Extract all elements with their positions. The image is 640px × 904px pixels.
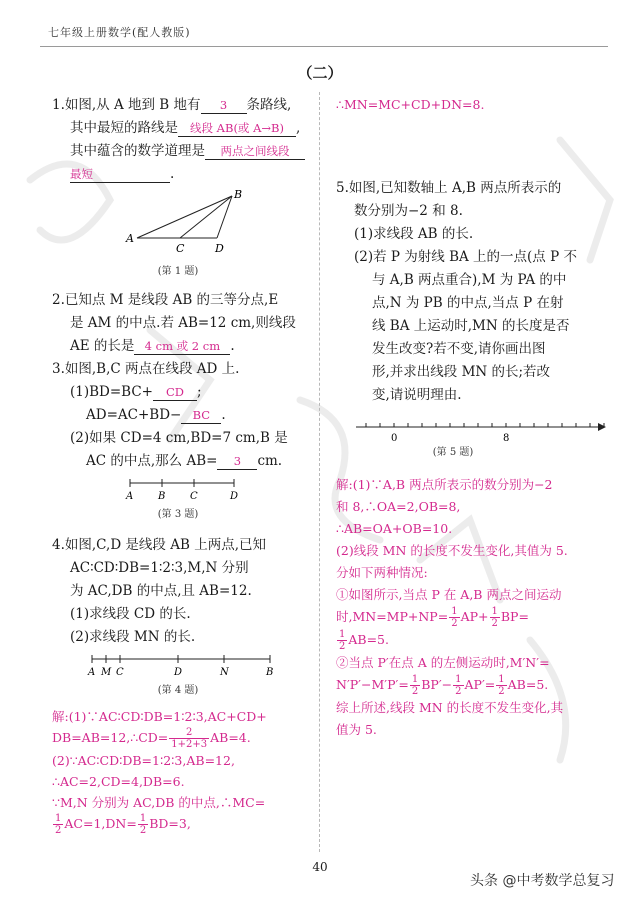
frac-denominator: 2 bbox=[451, 618, 458, 629]
q3-label-a: A bbox=[126, 491, 134, 502]
q4-label-a: A bbox=[88, 667, 96, 678]
q1-text-2: 其中最短的路线是 bbox=[70, 120, 178, 136]
column-divider bbox=[319, 92, 320, 852]
q4-sol-text: AB=4. bbox=[210, 730, 251, 745]
q4-label-n: N bbox=[220, 667, 229, 678]
q5-caption: (第 5 题) bbox=[432, 447, 474, 458]
q5-sol-line bbox=[336, 629, 610, 652]
q5-sol-text: AB=5. bbox=[507, 677, 549, 692]
q1-answer-3a: 两点之间线段 bbox=[205, 143, 305, 160]
q4-text-3: 为 AC,DB 的中点,且 AB=12. bbox=[70, 583, 252, 599]
q3-answer-2: BC bbox=[181, 407, 221, 424]
q3-part1b-end: . bbox=[221, 407, 226, 423]
question-2 bbox=[52, 289, 314, 358]
q3-caption: (第 3 题) bbox=[157, 509, 199, 520]
q5-part2-line: 发生改变?若不变,请你画出图 bbox=[372, 341, 546, 357]
frac-numerator: 1 bbox=[491, 606, 498, 617]
q5-sol-line: 解:(1)∵A,B 两点所表示的数分别为−2 bbox=[336, 477, 553, 492]
q4-label-c: C bbox=[116, 667, 124, 678]
q5-sol-line bbox=[336, 606, 610, 629]
q5-part2-line: 线 BA 上运动时,MN 的长度是否 bbox=[372, 318, 570, 334]
q1-figure bbox=[52, 186, 314, 260]
q5-axis-eight: 8 bbox=[503, 433, 510, 441]
q5-sol-line: ①如图所示,当点 P 在 A,B 两点之间运动 bbox=[336, 587, 562, 602]
frac-denominator: 2 bbox=[491, 618, 498, 629]
q5-sol-line: 值为 5. bbox=[336, 722, 377, 737]
q3-answer-3: 3 bbox=[217, 453, 257, 470]
source-watermark: 头条 @中考数学总复习 bbox=[470, 873, 615, 889]
q4-figure bbox=[52, 649, 314, 679]
q2-text-2: 是 AM 的中点.若 AB=12 cm,则线段 bbox=[70, 315, 296, 331]
q5-part2-line: 变,请说明理由. bbox=[372, 387, 462, 403]
frac-numerator: 1 bbox=[451, 606, 458, 617]
q4-part2: (2)求线段 MN 的长. bbox=[70, 629, 196, 645]
q3-part2: (2)如果 CD=4 cm,BD=7 cm,B 是 bbox=[70, 430, 288, 446]
right-column bbox=[336, 94, 610, 741]
q3-label-c: C bbox=[190, 491, 198, 502]
q5-number-line bbox=[336, 411, 610, 441]
q4-label-b: B bbox=[266, 667, 274, 678]
q3-text-1: 如图,B,C 两点在线段 AD 上. bbox=[64, 361, 240, 377]
question-3 bbox=[52, 358, 314, 526]
q3-label-b: B bbox=[158, 491, 166, 502]
q1-label-c: C bbox=[176, 242, 185, 255]
q5-sol-line: 综上所述,线段 MN 的长度不发生变化,其 bbox=[336, 700, 564, 715]
frac-numerator: 1 bbox=[339, 629, 346, 640]
section-title: （二） bbox=[297, 64, 343, 82]
q5-text-1: 如图,已知数轴上 A,B 两点所表示的 bbox=[348, 180, 562, 196]
q5-sol-text: N′P′−M′P′= bbox=[336, 677, 409, 692]
q5-part2: (2)若 P 为射线 BA 上的一点(点 P 不 bbox=[354, 249, 577, 265]
frac-numerator: 1 bbox=[55, 813, 62, 824]
q5-solution bbox=[336, 474, 610, 741]
q5-part1: (1)求线段 AB 的长. bbox=[354, 226, 474, 242]
frac-numerator: 1 bbox=[139, 813, 147, 824]
q4-sol-line: 解:(1)∵AC∶CD∶DB=1∶2∶3,AC+CD+ bbox=[52, 709, 267, 724]
q2-text-3b: . bbox=[230, 338, 235, 354]
frac-numerator: 2 bbox=[169, 727, 209, 739]
q1-text-2b: , bbox=[296, 120, 301, 136]
q5-part2-line: 与 A,B 两点重合),M 为 PA 的中 bbox=[372, 272, 567, 288]
q4-sol-text: DB=AB=12,∴CD= bbox=[52, 730, 169, 745]
q5-text-2: 数分别为−2 和 8. bbox=[354, 203, 463, 219]
q3-answer-1: CD bbox=[153, 384, 197, 401]
q4-text-1: 如图,C,D 是线段 AB 上两点,已知 bbox=[64, 537, 266, 553]
q5-sol-line bbox=[336, 674, 610, 697]
q4-text-2: AC∶CD∶DB=1∶2∶3,M,N 分别 bbox=[70, 560, 249, 576]
q4-sol-text: AC=1,DN= bbox=[64, 816, 137, 831]
q1-answer-2: 线段 AB(或 A→B) bbox=[178, 120, 296, 137]
q5-part2-line: 点,N 为 PB 的中点,当点 P 在射 bbox=[372, 295, 564, 311]
q3-part1-end: ; bbox=[197, 384, 202, 400]
q5-sol-line: ②当点 P′在点 A 的左侧运动时,M′N′= bbox=[336, 655, 550, 670]
q2-answer: 4 cm 或 2 cm bbox=[134, 338, 230, 355]
frac-numerator: 1 bbox=[498, 674, 505, 685]
q3-number: 3. bbox=[52, 361, 65, 377]
frac-denominator: 2 bbox=[498, 686, 505, 697]
frac-denominator: 2 bbox=[55, 825, 62, 836]
q1-text-3b: . bbox=[170, 166, 175, 182]
q4-sol-line: ∵M,N 分别为 AC,DB 的中点,∴MC= bbox=[52, 795, 266, 810]
q4-caption: (第 4 题) bbox=[157, 685, 199, 696]
q5-part2-line: 形,并求出线段 MN 的长;若改 bbox=[372, 364, 551, 380]
q4-fraction bbox=[138, 813, 148, 836]
q2-text-1: 已知点 M 是线段 AB 的三等分点,E bbox=[64, 292, 279, 308]
q2-text-3: AE 的长是 bbox=[70, 338, 135, 354]
q4-sol-line bbox=[52, 813, 314, 836]
q1-text-1: 如图,从 A 地到 B 地有 bbox=[64, 97, 201, 113]
page-number: 40 bbox=[312, 860, 328, 874]
q1-text-3: 其中蕴含的数学道理是 bbox=[70, 143, 205, 159]
frac-denominator: 2 bbox=[455, 686, 462, 697]
question-1 bbox=[52, 94, 314, 283]
q1-label-b: B bbox=[234, 188, 243, 201]
q1-text-1b: 条路线, bbox=[246, 97, 292, 113]
q4-solution bbox=[52, 706, 314, 836]
q5-axis-zero: 0 bbox=[391, 433, 398, 441]
half-fraction bbox=[490, 606, 500, 629]
q4-sol-line bbox=[52, 727, 314, 750]
q5-sol-text: AP′= bbox=[464, 677, 496, 692]
frac-numerator: 1 bbox=[455, 674, 462, 685]
half-fraction bbox=[496, 674, 506, 697]
half-fraction bbox=[410, 674, 420, 697]
question-4 bbox=[52, 534, 314, 836]
q4-sol-line: (2)∵AC∶CD∶DB=1∶2∶3,AB=12, bbox=[52, 753, 235, 768]
q1-label-a: A bbox=[126, 232, 134, 245]
half-fraction bbox=[453, 674, 463, 697]
q1-caption: (第 1 题) bbox=[157, 266, 199, 277]
q3-figure bbox=[52, 473, 314, 503]
q4-part1: (1)求线段 CD 的长. bbox=[70, 606, 191, 622]
q2-number: 2. bbox=[52, 292, 65, 308]
q5-number: 5. bbox=[336, 180, 349, 196]
q5-sol-text: BP′− bbox=[421, 677, 453, 692]
q4-number: 4. bbox=[52, 537, 65, 553]
q4-label-m: M bbox=[101, 667, 112, 678]
frac-denominator: 2 bbox=[411, 686, 419, 697]
q3-part2b-end: cm. bbox=[257, 453, 283, 469]
header-rule bbox=[40, 46, 608, 47]
q1-answer-3b: 最短 bbox=[70, 166, 170, 183]
q4-label-d: D bbox=[174, 667, 183, 678]
frac-denominator: 2 bbox=[339, 641, 346, 652]
q4-fraction bbox=[169, 727, 209, 750]
book-header: 七年级上册数学(配人教版) bbox=[48, 26, 191, 39]
q3-part2b: AC 的中点,那么 AB= bbox=[86, 453, 218, 469]
half-fraction bbox=[337, 629, 347, 652]
q5-sol-text: BP= bbox=[500, 609, 529, 624]
q5-sol-line: ∴AB=OA+OB=10. bbox=[336, 521, 453, 536]
q5-sol-line: 分如下两种情况: bbox=[336, 565, 428, 580]
q1-number: 1. bbox=[52, 97, 65, 113]
left-column bbox=[52, 94, 314, 836]
q5-sol-text: AP+ bbox=[460, 609, 489, 624]
q5-sol-line: 和 8,∴OA=2,OB=8, bbox=[336, 499, 461, 514]
q3-label-d: D bbox=[230, 491, 239, 502]
q4-fraction bbox=[53, 813, 63, 836]
q3-part1: (1)BD=BC+ bbox=[70, 384, 153, 400]
question-5 bbox=[336, 177, 610, 741]
frac-denominator: 2 bbox=[139, 825, 147, 836]
frac-numerator: 1 bbox=[411, 674, 419, 685]
q4-sol-continued: ∴MN=MC+CD+DN=8. bbox=[336, 97, 485, 112]
q3-part1b: AD=AC+BD− bbox=[86, 407, 182, 423]
q5-sol-text: 时,MN=MP+NP= bbox=[336, 609, 449, 624]
q1-label-d: D bbox=[215, 242, 224, 255]
q4-sol-line: ∴AC=2,CD=4,DB=6. bbox=[52, 774, 185, 789]
q5-sol-text: AB=5. bbox=[348, 632, 389, 647]
frac-denominator: 1+2+3 bbox=[171, 739, 208, 750]
half-fraction bbox=[449, 606, 459, 629]
q4-sol-text: BD=3, bbox=[149, 816, 191, 831]
q5-sol-line: (2)线段 MN 的长度不发生变化,其值为 5. bbox=[336, 543, 568, 558]
q1-answer-1: 3 bbox=[201, 97, 247, 114]
